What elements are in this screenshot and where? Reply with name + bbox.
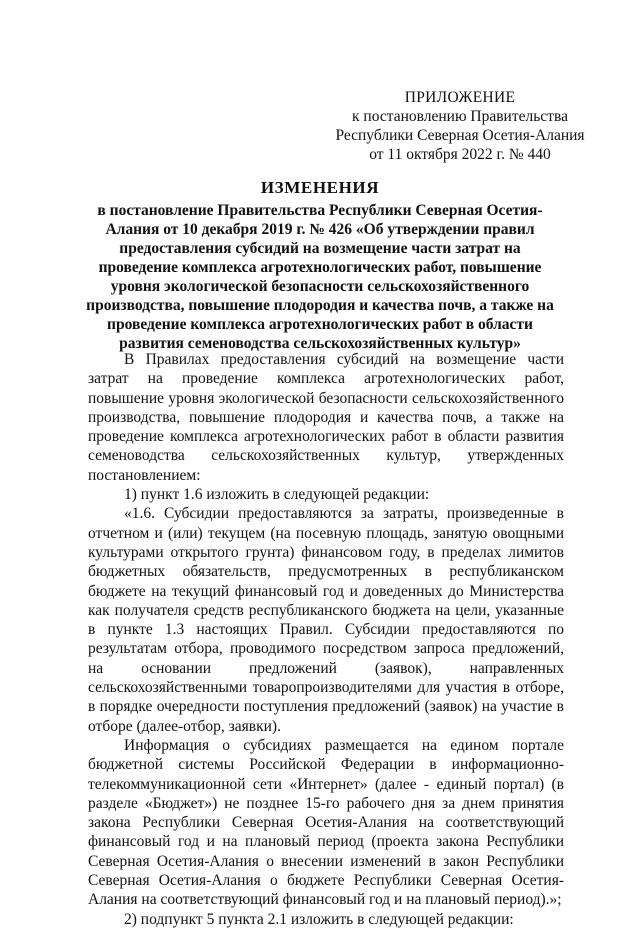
appendix-line-3: от 11 октября 2022 г. № 440	[369, 146, 551, 163]
appendix-block	[330, 88, 590, 164]
paragraph-3: «1.6. Субсидии предоставляются за затраты, произведенные в отчетном и (или) текущем (на посевную площадь, занятую овощными культурами открытого грунта) финансовом году, в пределах лимитов бюджетных обязательств, предусмотренных в республиканском бюджете на текущий финансовый год и доведенных до Министерства как получателя средств республиканского бюджета на цели, указанные в пункте 1.3 настоящих Правил. Субсидии предоставляются по результатам отбора, проводимого посредством запроса предложений, на основании предложений (заявок), направленных сельскохозяйственными товаропроизводителями для участия в отборе, в порядке очередности поступления предложений (заявок) на участие в отборе (далее-отбор, заявки).	[88, 505, 564, 735]
document-body	[88, 350, 564, 929]
document-title	[82, 178, 558, 353]
paragraph-1: В Правилах предоставления субсидий на возмещение части затрат на проведение комплекса агротехнологических работ, повышение уровня экологической безопасности сельскохозяйственного производства, повышение плодородия и качества почв, а также на проведение комплекса агротехнологических работ в области развития семеноводства сельскохозяйственных культур, утвержденных постановлением:	[88, 351, 564, 484]
paragraph-5: 2) подпункт 5 пункта 2.1 изложить в следующей редакции:	[124, 910, 514, 928]
appendix-heading: ПРИЛОЖЕНИЕ	[404, 89, 516, 106]
appendix-line-1: к постановлению Правительства	[352, 108, 568, 125]
title-text: в постановление Правительства Республики Северная Осетия-Алания от 10 декабря 2019 г. № 426 «Об утверждении правил предоставления субсидий на возмещение части затрат на проведение комплекса агротехнологических работ, повышение уровня экологической безопасности сельскохозяйственного производства, повышение плодородия и качества почв, а также на проведение комплекса агротехнологических работ в области развития семеноводства сельскохозяйственных культур»	[86, 202, 554, 352]
title-heading: ИЗМЕНЕНИЯ	[260, 178, 380, 197]
paragraph-2: 1) пункт 1.6 изложить в следующей редакции:	[124, 486, 430, 504]
paragraph-4: Информация о субсидиях размещается на едином портале бюджетной системы Российской Федерации в информационно-телекоммуникационной сети «Интернет» (далее - единый портал) (в разделе «Бюджет») не позднее 15-го рабочего дня за днем принятия закона Республики Северная Осетия-Алания на соответствующий финансовый год и на плановый период (проекта закона Республики Северная Осетия-Алания о внесении изменений в закон Республики Северная Осетия-Алания о бюджете Республики Северная Осетия-Алания на соответствующий финансовый год и на плановый период).»;	[88, 736, 564, 909]
appendix-line-2: Республики Северная Осетия-Алания	[335, 127, 585, 144]
